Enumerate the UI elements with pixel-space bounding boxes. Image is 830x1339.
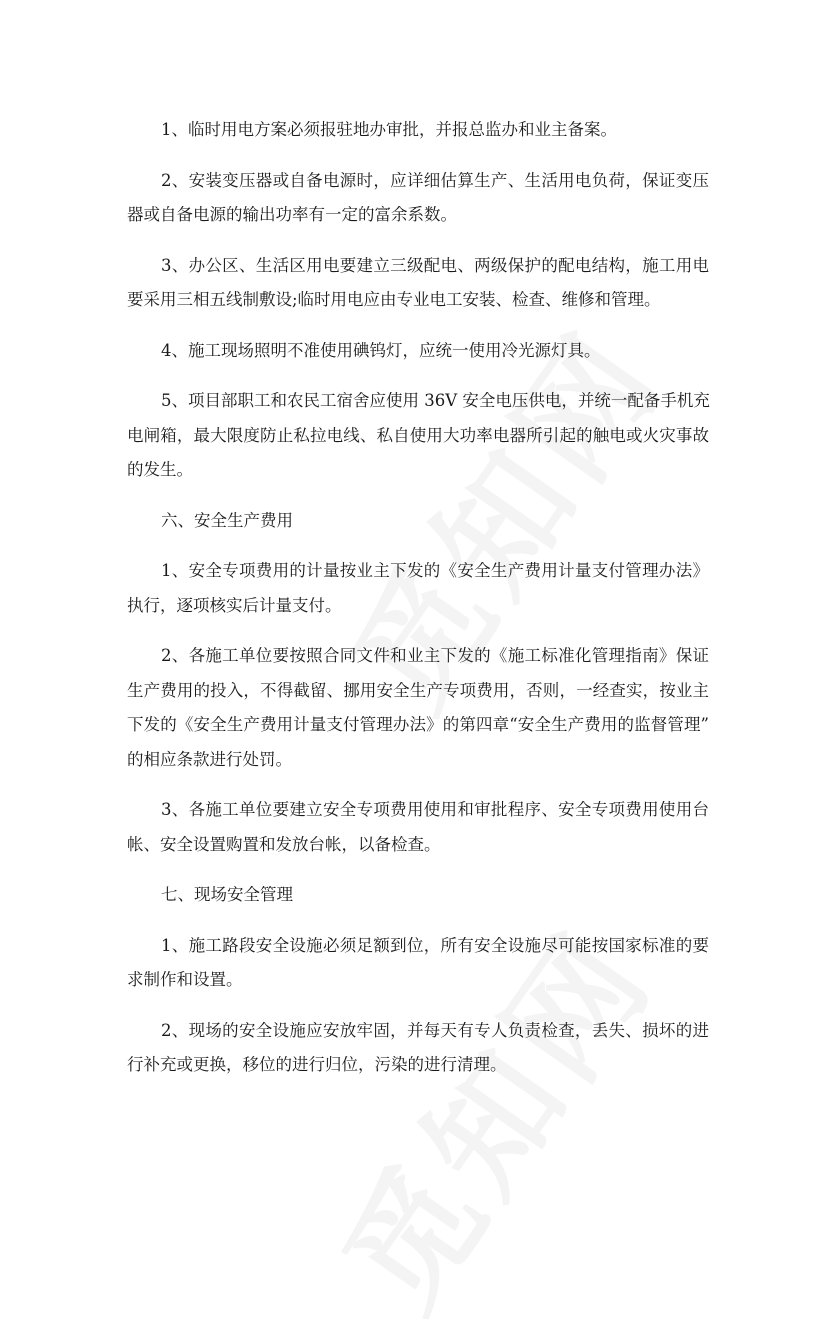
text-line: 3、办公区、生活区用电要建立三级配电、两级保护的配电结构，施工用电 <box>161 255 709 275</box>
text-line: 帐、安全设置购置和发放台帐，以备检查。 <box>127 834 441 854</box>
text-line: 电闸箱，最大限度防止私拉电线、私自使用大功率电器所引起的触电或火灾事故 <box>127 425 709 445</box>
text-line: 的相应条款进行处罚。 <box>127 749 292 769</box>
text-line: 器或自备电源的输出功率有一定的富余系数。 <box>127 205 457 224</box>
text-line: 3、各施工单位要建立安全专项费用使用和审批程序、安全专项费用使用台 <box>161 800 709 819</box>
text-line: 2、现场的安全设施应安放牢固，并每天有专人负责检查，丢失、损坏的进 <box>161 1020 709 1040</box>
text-line: 2、安装变压器或自备电源时，应详细估算生产、生活用电负荷，保证变压 <box>161 170 709 190</box>
text-line: 执行，逐项核实后计量支付。 <box>127 595 342 615</box>
text-line: 的发生。 <box>127 460 193 479</box>
section-heading <box>127 504 709 539</box>
text-line: 生产费用的投入，不得截留、挪用安全生产专项费用，否则，一经查实，按业主 <box>127 680 709 700</box>
document-body <box>127 113 709 1099</box>
paragraph <box>127 249 709 318</box>
text-line: 求制作和设置。 <box>127 970 243 989</box>
text-line: 六、安全生产费用 <box>161 510 293 530</box>
paragraph <box>127 554 709 623</box>
paragraph <box>127 793 709 862</box>
text-line: 5、项目部职工和农民工宿舍应使用 36V 安全电压供电，并统一配备手机充 <box>161 391 710 410</box>
paragraph <box>127 334 709 369</box>
text-line: 要采用三相五线制敷设;临时用电应由专业电工安装、检查、维修和管理。 <box>127 290 661 309</box>
paragraph <box>127 164 709 233</box>
text-line: 4、施工现场照明不准使用碘钨灯，应统一使用冷光源灯具。 <box>161 340 601 360</box>
text-line: 1、安全专项费用的计量按业主下发的《安全生产费用计量支付管理办法》 <box>161 561 709 580</box>
text-line: 七、现场安全管理 <box>161 885 293 904</box>
text-line: 1、临时用电方案必须报驻地办审批，并报总监办和业主备案。 <box>161 120 617 139</box>
text-line: 2、各施工单位要按照合同文件和业主下发的《施工标准化管理指南》保证 <box>161 646 709 665</box>
paragraph <box>127 384 709 488</box>
section-heading <box>127 878 709 913</box>
text-line: 下发的《安全生产费用计量支付管理办法》的第四章“安全生产费用的监督管理” <box>127 715 709 734</box>
paragraph <box>127 929 709 998</box>
text-line: 1、施工路段安全设施必须足额到位，所有安全设施尽可能按国家标准的要 <box>161 935 709 955</box>
text-line: 行补充或更换，移位的进行归位，污染的进行清理。 <box>127 1055 507 1074</box>
paragraph <box>127 639 709 777</box>
paragraph <box>127 1014 709 1083</box>
paragraph <box>127 113 709 148</box>
